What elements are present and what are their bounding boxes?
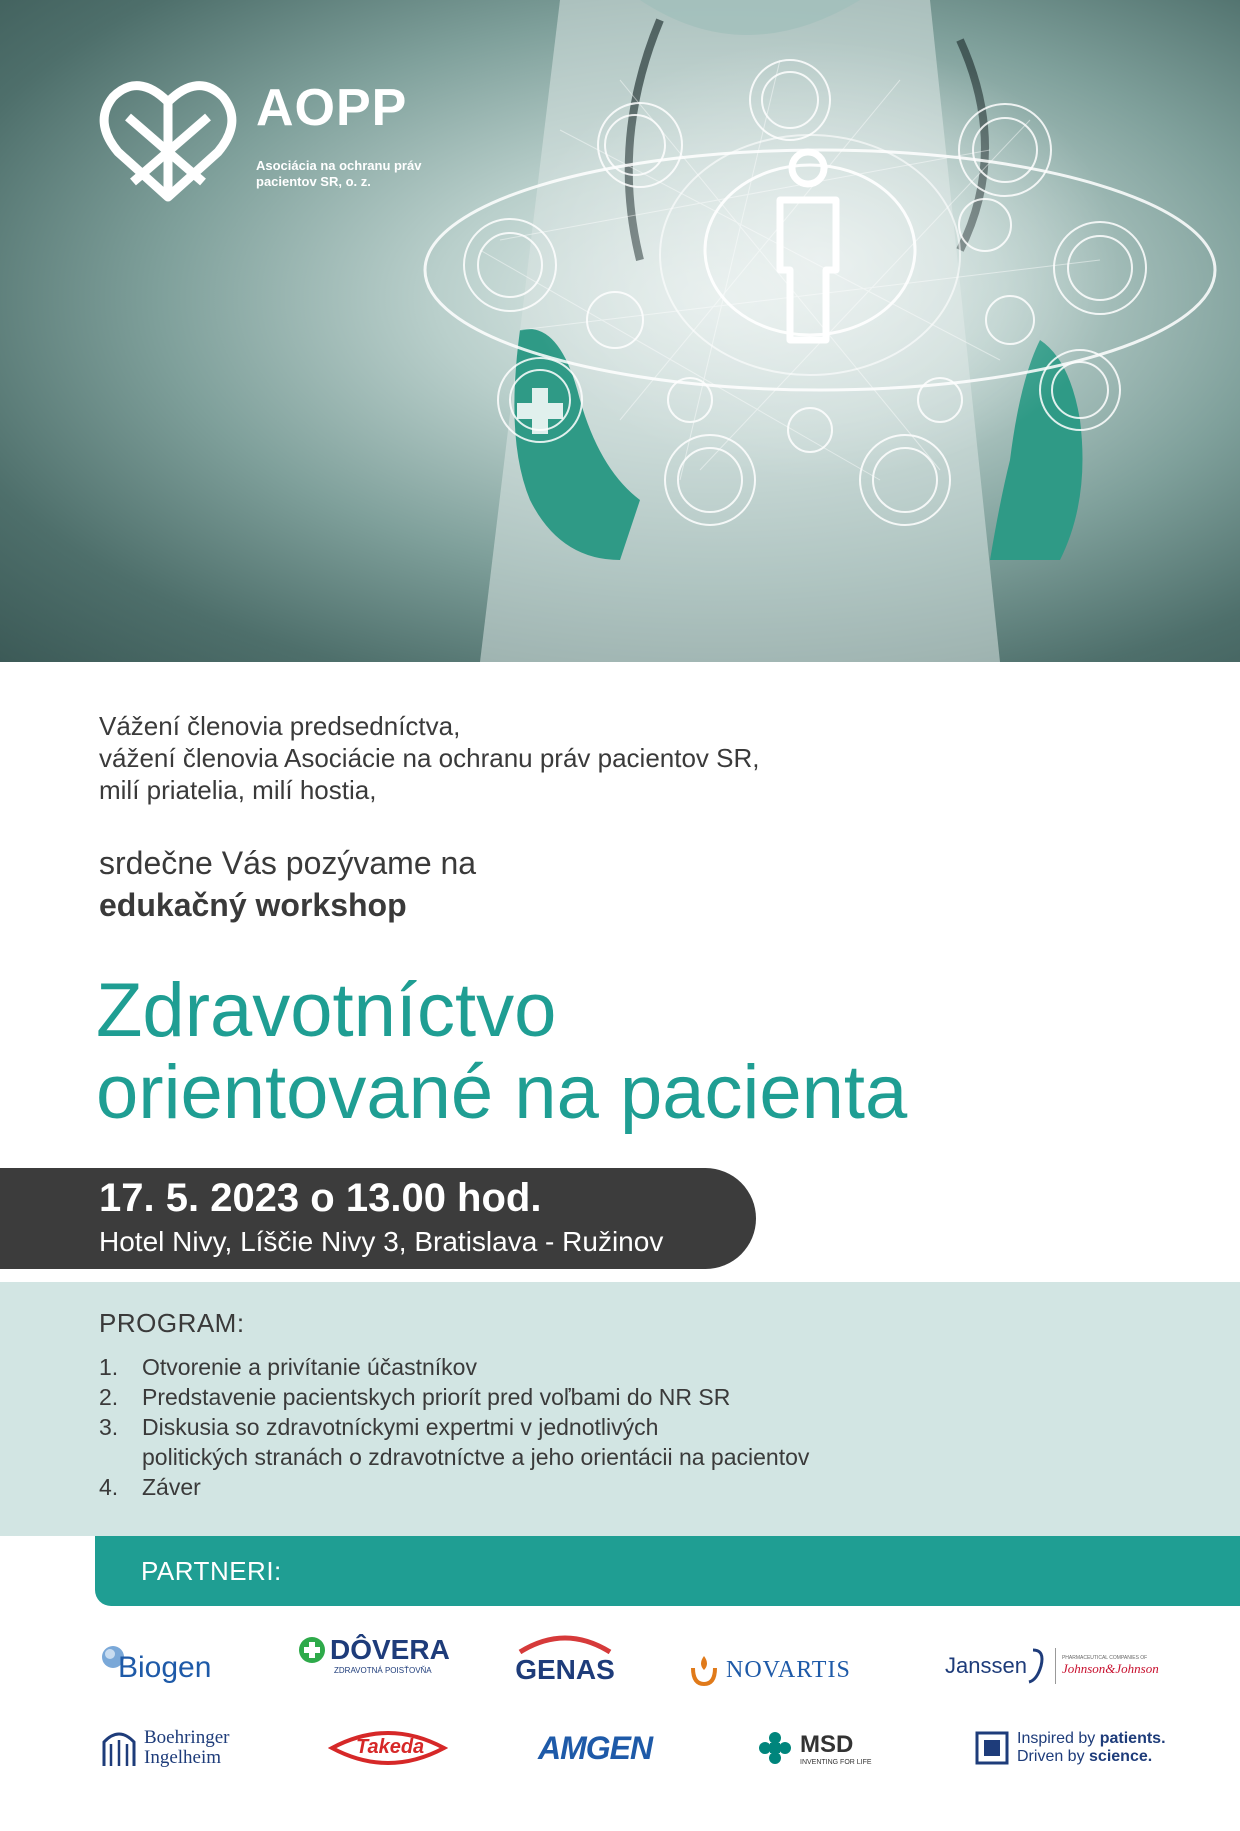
program-item [99,1472,809,1502]
program-section [0,1282,1240,1536]
jnj-small-text: PHARMACEUTICAL COMPANIES OF [1061,1655,1148,1661]
workshop-type: edukačný workshop [99,887,407,923]
program-item-number: 2. [99,1384,119,1410]
janssen-wordmark: Janssen [945,1653,1027,1678]
program-item [99,1382,809,1412]
event-title-line-2: orientované na pacienta [96,1050,908,1135]
boehringer-wordmark [144,1728,229,1768]
ucb-line2-b: science. [1089,1748,1153,1765]
program-title: PROGRAM: [99,1308,245,1338]
msd-wordmark-block [800,1731,872,1766]
dovera-top [298,1634,450,1666]
logo-subtitle-line1: Asociácia na ochranu práv [256,158,422,173]
program-item [99,1412,809,1472]
logo-title: AOPP [256,79,408,137]
aopp-heart-icon [98,72,238,212]
event-datetime: 17. 5. 2023 o 13.00 hod. [99,1176,542,1220]
ucb-square-icon [975,1731,1009,1765]
ucb-logo [975,1718,1166,1778]
program-item-text: Otvorenie a privítanie účastníkov [142,1354,477,1380]
msd-logo [758,1718,872,1778]
biogen-logo [100,1638,211,1698]
logo-subtitle-line2: pacientov SR, o. z. [256,174,371,189]
partners-header [95,1536,1240,1606]
dovera-subtitle: ZDRAVOTNÁ POISŤOVŇA [334,1666,432,1675]
event-title-line-1: Zdravotníctvo [96,968,557,1053]
janssen-swoosh-icon [1027,1646,1049,1686]
boehringer-logo [100,1718,229,1778]
dovera-cross-icon [298,1636,326,1664]
program-item-number: 3. [99,1414,119,1440]
amgen-wordmark: AMGEN [538,1729,653,1766]
invitation-line: srdečne Vás pozývame na [99,845,477,881]
boehringer-building-icon [100,1728,138,1768]
ucb-line2-a: Driven by [1017,1748,1090,1765]
greeting-line-3: milí priatelia, milí hostia, [99,775,377,805]
biogen-wordmark: Biogen [118,1651,212,1684]
novartis-logo [690,1640,851,1700]
event-details-bar [0,1168,756,1269]
dovera-logo [298,1634,450,1694]
novartis-flame-icon [690,1654,718,1686]
ucb-tagline [1017,1730,1166,1766]
jnj-wordmark: Johnson&Johnson [1061,1661,1159,1676]
program-item-text: Záver [142,1474,201,1500]
takeda-logo [328,1718,448,1778]
program-item-text-continued: politických stranách o zdravotníctve a jeho orientácii na pacientov [142,1444,810,1470]
invitation [99,842,476,926]
program-item-number: 4. [99,1474,119,1500]
logo-subtitle [256,158,476,190]
takeda-wordmark: Takeda [356,1736,425,1758]
greeting-line-2: vážení členovia Asociácie na ochranu práv pacientov SR, [99,743,760,773]
ucb-line1-a: Inspired by [1017,1730,1100,1747]
aopp-logo [98,72,458,212]
novartis-wordmark: NOVARTIS [726,1656,851,1683]
genas-wordmark: GENAS [515,1654,615,1685]
dovera-wordmark: DÔVERA [330,1634,450,1665]
jnj-mark [1062,1655,1159,1677]
hero-image [0,0,1240,662]
amgen-logo [538,1718,652,1778]
event-title [96,970,907,1134]
program-item [99,1352,809,1382]
greeting-line-1: Vážení členovia predsedníctva, [99,711,461,741]
greeting [99,710,999,806]
janssen-logo [945,1636,1159,1696]
program-item-text: Diskusia so zdravotníckymi expertmi v jednotlivých [142,1414,659,1440]
msd-wordmark: MSD [800,1730,854,1758]
partners-title: PARTNERI: [141,1556,282,1586]
msd-emblem-icon [758,1731,792,1765]
program-item-number: 1. [99,1354,119,1380]
genas-arc-icon [515,1632,615,1654]
boehringer-line-2: Ingelheim [144,1747,222,1768]
boehringer-line-1: Boehringer [144,1727,230,1748]
event-venue: Hotel Nivy, Líščie Nivy 3, Bratislava - Ružinov [99,1226,664,1257]
msd-tagline: INVENTING FOR LIFE [800,1758,872,1766]
genas-logo [515,1632,615,1692]
program-list [99,1352,809,1502]
ucb-line1-b: patients. [1099,1730,1166,1747]
program-item-text: Predstavenie pacientskych priorít pred voľbami do NR SR [142,1384,731,1410]
